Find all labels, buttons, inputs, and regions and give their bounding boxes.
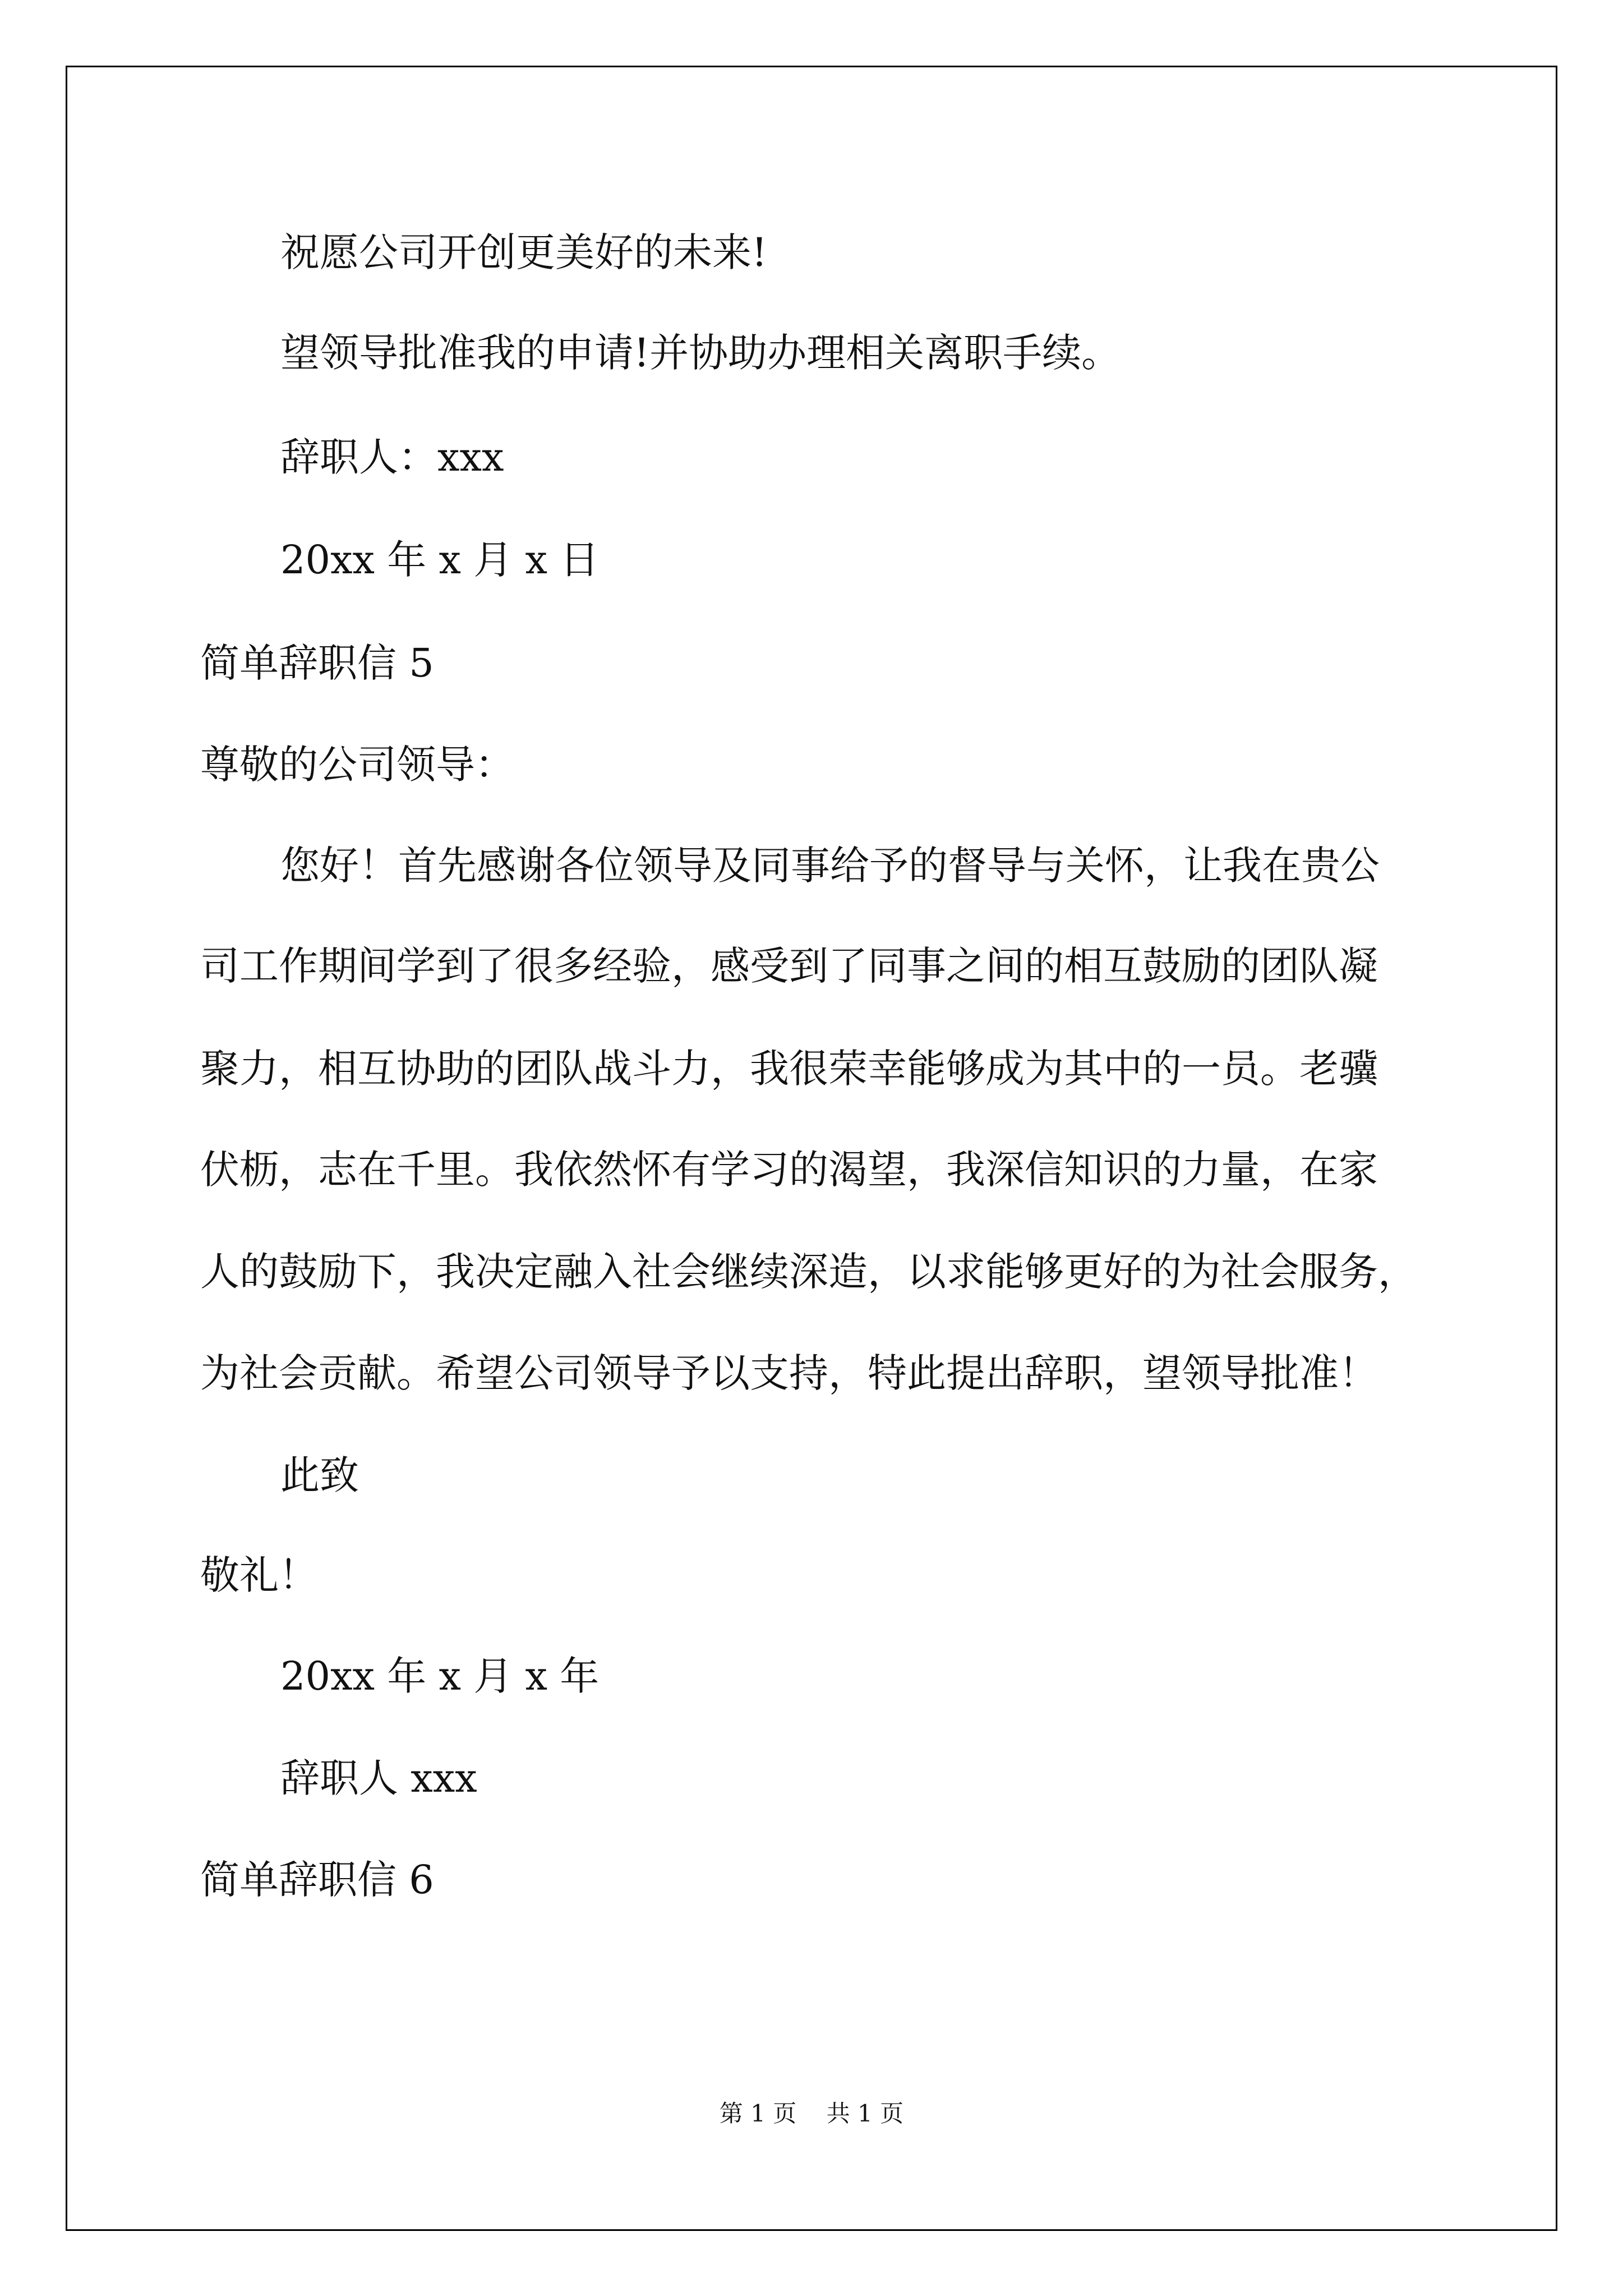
signature-date: 20xx 年 x 月 x 年 — [280, 1653, 600, 1699]
body-line: 为社会贡献。希望公司领导予以支持，特此提出辞职，望领导批准！ — [200, 1350, 1378, 1396]
signature-name: 辞职人：xxx — [280, 434, 504, 480]
signature-name: 辞职人 xxx — [280, 1755, 477, 1801]
closing-phrase: 此致 — [280, 1452, 359, 1498]
request-approval: 望领导批准我的申请!并协助办理相关离职手续。 — [280, 330, 1121, 376]
signature-date: 20xx 年 x 月 x 日 — [280, 537, 600, 583]
section-heading-5: 简单辞职信 5 — [200, 640, 434, 686]
body-line: 您好！首先感谢各位领导及同事给予的督导与关怀，让我在贵公 — [280, 843, 1380, 889]
closing-regards: 敬礼！ — [200, 1552, 318, 1598]
body-line: 司工作期间学到了很多经验，感受到了同事之间的相互鼓励的团队凝 — [200, 943, 1378, 989]
closing-wish: 祝愿公司开创更美好的未来! — [280, 229, 768, 275]
section-heading-6: 简单辞职信 6 — [200, 1857, 434, 1903]
body-line: 伏枥，志在千里。我依然怀有学习的渴望，我深信知识的力量，在家 — [200, 1147, 1378, 1193]
salutation: 尊敬的公司领导： — [200, 742, 514, 788]
body-line: 人的鼓励下，我决定融入社会继续深造，以求能够更好的为社会服务， — [200, 1249, 1417, 1295]
body-line: 聚力，相互协助的团队战斗力，我很荣幸能够成为其中的一员。老骥 — [200, 1046, 1378, 1092]
page-number-footer: 第 1 页 共 1 页 — [719, 2100, 904, 2127]
